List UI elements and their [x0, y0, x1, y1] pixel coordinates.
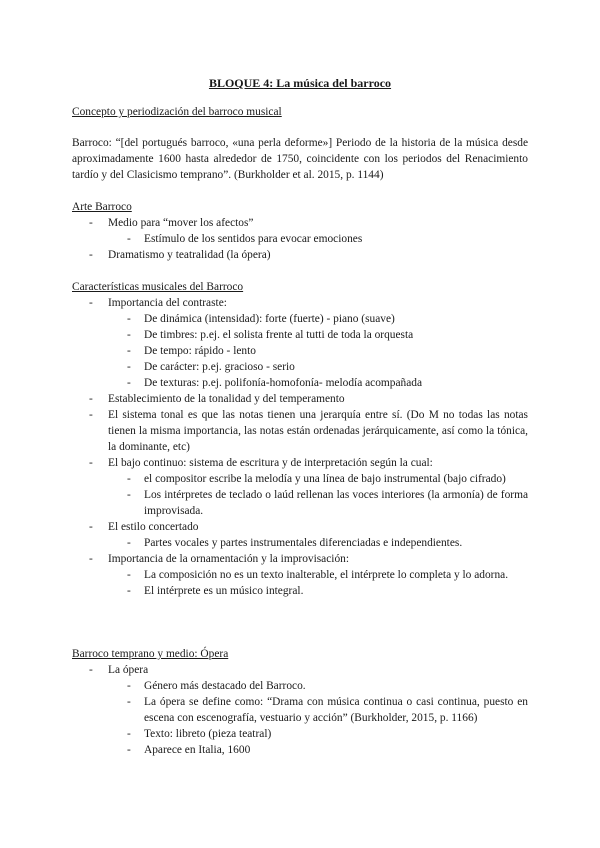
- section-heading-opera: Barroco temprano y medio: Ópera: [72, 648, 229, 660]
- sub-list-item: - De texturas: p.ej. polifonía-homofonía- melodía acompañada: [72, 375, 528, 391]
- arte-barroco-list: [72, 215, 528, 263]
- list-item: - Establecimiento de la tonalidad y del temperamento: [72, 391, 528, 407]
- sub-list-item: - La ópera se define como: “Drama con música continua o casi continua, puesto en escena con escenografía, vestuario y acción” (Burkholder, 2015, p. 1166): [72, 694, 528, 726]
- list-item: - Medio para “mover los afectos”: [72, 215, 528, 231]
- barroco-definition-paragraph: Barroco: “[del portugués barroco, «una perla deforme»] Periodo de la historia de la música desde aproximadamente 1600 hasta alrededor de 1750, coincidente con los periodos del Renacimiento tardío y del Clasicismo temprano”. (Burkholder et al. 2015, p. 1144): [72, 137, 528, 181]
- sub-list-item: - el compositor escribe la melodía y una línea de bajo instrumental (bajo cifrado): [72, 471, 528, 487]
- sub-list-item: - Estímulo de los sentidos para evocar emociones: [72, 231, 528, 247]
- sub-list-item: - Aparece en Italia, 1600: [72, 742, 528, 758]
- list-item: - El estilo concertado: [72, 519, 528, 535]
- sub-list-item: - Los intérpretes de teclado o laúd rellenan las voces interiores (la armonía) de forma improvisada.: [72, 487, 528, 519]
- sub-list-item: - De timbres: p.ej. el solista frente al tutti de toda la orquesta: [72, 327, 528, 343]
- page-title: BLOQUE 4: La música del barroco: [208, 76, 392, 90]
- list-item: - Importancia de la ornamentación y la improvisación:: [72, 551, 528, 567]
- list-item: - Importancia del contraste:: [72, 295, 528, 311]
- list-item: - La ópera: [72, 662, 528, 678]
- sub-list-item: - De tempo: rápido - lento: [72, 343, 528, 359]
- sub-list-item: - Género más destacado del Barroco.: [72, 678, 528, 694]
- list-item: - El bajo continuo: sistema de escritura y de interpretación según la cual:: [72, 455, 528, 471]
- section-heading-arte-barroco: Arte Barroco: [72, 201, 132, 213]
- sub-list-item: - De carácter: p.ej. gracioso - serio: [72, 359, 528, 375]
- caracteristicas-list: [72, 295, 528, 599]
- section-heading-caracteristicas: Características musicales del Barroco: [72, 281, 244, 293]
- sub-list-item: - Partes vocales y partes instrumentales diferenciadas e independientes.: [72, 535, 528, 551]
- sub-list-item: - La composición no es un texto inalterable, el intérprete lo completa y lo adorna.: [72, 567, 528, 583]
- list-item: - El sistema tonal es que las notas tienen una jerarquía entre sí. (Do M no todas las notas tienen la misma importancia, las notas están ordenadas jerárquicamente, así como la tónica, la dominante, etc): [72, 407, 528, 455]
- opera-list: [72, 662, 528, 758]
- sub-list-item: - Texto: libreto (pieza teatral): [72, 726, 528, 742]
- sub-list-item: - El intérprete es un músico integral.: [72, 583, 528, 599]
- section-heading-concepto: Concepto y periodización del barroco musical: [72, 106, 282, 118]
- list-item: - Dramatismo y teatralidad (la ópera): [72, 247, 528, 263]
- sub-list-item: - De dinámica (intensidad): forte (fuerte) - piano (suave): [72, 311, 528, 327]
